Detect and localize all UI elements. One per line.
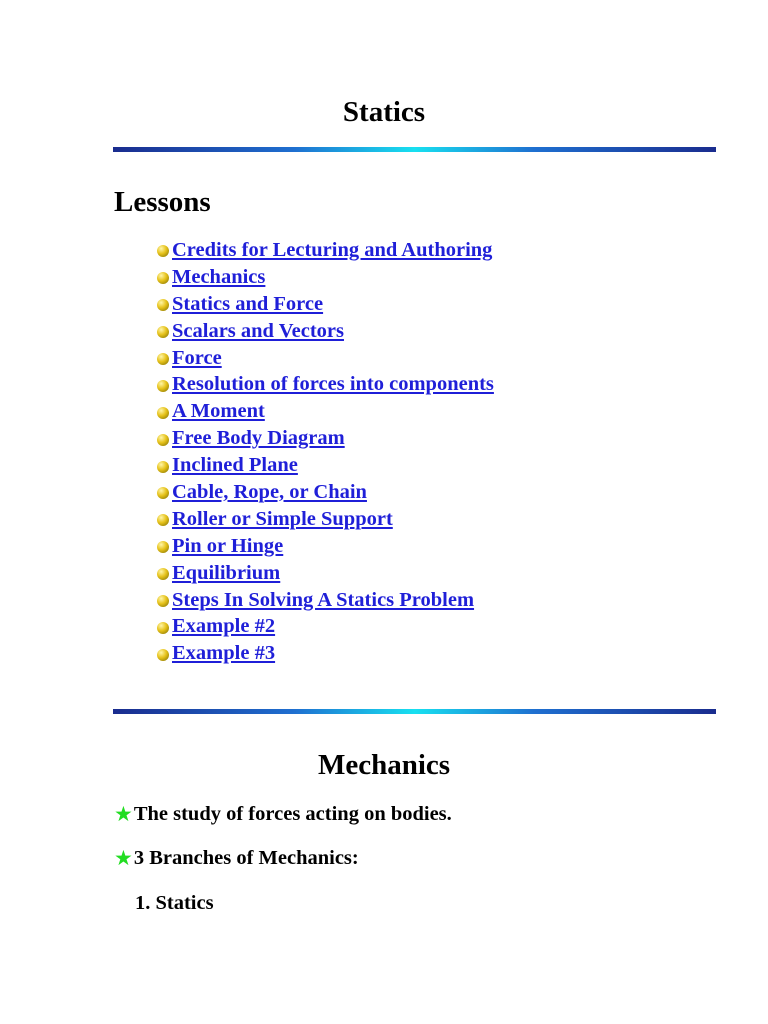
ball-bullet-icon xyxy=(157,595,169,607)
lesson-link-credits[interactable]: Credits for Lecturing and Authoring xyxy=(172,238,493,261)
lesson-link-cable-rope-chain[interactable]: Cable, Rope, or Chain xyxy=(172,480,367,503)
lesson-link-example-3[interactable]: Example #3 xyxy=(172,642,276,665)
ball-bullet-icon xyxy=(157,407,169,419)
lesson-link-a-moment[interactable]: A Moment xyxy=(172,400,265,423)
lesson-link-scalars-and-vectors[interactable]: Scalars and Vectors xyxy=(172,319,344,342)
lessons-heading: Lessons xyxy=(114,186,211,218)
ball-bullet-icon xyxy=(157,541,169,553)
list-item xyxy=(157,587,494,614)
bullet-point-text: The study of forces acting on bodies. xyxy=(133,803,452,825)
lesson-link-steps-solving[interactable]: Steps In Solving A Statics Problem xyxy=(172,588,475,611)
ball-bullet-icon xyxy=(157,299,169,311)
list-item xyxy=(157,613,494,640)
list-item xyxy=(157,371,494,398)
lesson-link-resolution-of-forces[interactable]: Resolution of forces into components xyxy=(172,373,494,396)
ball-bullet-icon xyxy=(157,487,169,499)
lesson-link-equilibrium[interactable]: Equilibrium xyxy=(172,561,281,584)
star-icon: ★ xyxy=(114,845,133,870)
list-item xyxy=(157,533,494,560)
lesson-link-roller-support[interactable]: Roller or Simple Support xyxy=(172,507,393,530)
lesson-link-example-2[interactable]: Example #2 xyxy=(172,615,276,638)
page-title: Statics xyxy=(342,96,426,128)
lesson-link-force[interactable]: Force xyxy=(172,346,222,369)
list-item xyxy=(157,291,494,318)
ball-bullet-icon xyxy=(157,514,169,526)
bullet-point xyxy=(114,844,359,872)
ball-bullet-icon xyxy=(157,380,169,392)
numbered-sub-item: 1. Statics xyxy=(135,892,214,914)
list-item xyxy=(157,560,494,587)
list-item xyxy=(157,452,494,479)
horizontal-divider xyxy=(113,147,716,152)
bullet-point xyxy=(114,800,452,828)
list-item xyxy=(157,640,494,667)
ball-bullet-icon xyxy=(157,568,169,580)
list-item xyxy=(157,345,494,372)
list-item xyxy=(157,425,494,452)
lesson-link-free-body-diagram[interactable]: Free Body Diagram xyxy=(172,427,345,450)
ball-bullet-icon xyxy=(157,245,169,257)
list-item xyxy=(157,237,494,264)
list-item xyxy=(157,264,494,291)
lesson-list xyxy=(157,237,494,667)
horizontal-divider xyxy=(113,709,716,714)
list-item xyxy=(157,318,494,345)
lesson-link-pin-or-hinge[interactable]: Pin or Hinge xyxy=(172,534,284,557)
ball-bullet-icon xyxy=(157,622,169,634)
ball-bullet-icon xyxy=(157,353,169,365)
section-title: Mechanics xyxy=(317,749,451,781)
list-item xyxy=(157,479,494,506)
list-item xyxy=(157,506,494,533)
lesson-link-inclined-plane[interactable]: Inclined Plane xyxy=(172,454,298,477)
bullet-point-text: 3 Branches of Mechanics: xyxy=(133,847,359,869)
list-item xyxy=(157,398,494,425)
ball-bullet-icon xyxy=(157,434,169,446)
lesson-link-mechanics[interactable]: Mechanics xyxy=(172,265,266,288)
ball-bullet-icon xyxy=(157,461,169,473)
ball-bullet-icon xyxy=(157,326,169,338)
star-icon: ★ xyxy=(114,801,133,826)
ball-bullet-icon xyxy=(157,272,169,284)
ball-bullet-icon xyxy=(157,649,169,661)
lesson-link-statics-and-force[interactable]: Statics and Force xyxy=(172,292,324,315)
